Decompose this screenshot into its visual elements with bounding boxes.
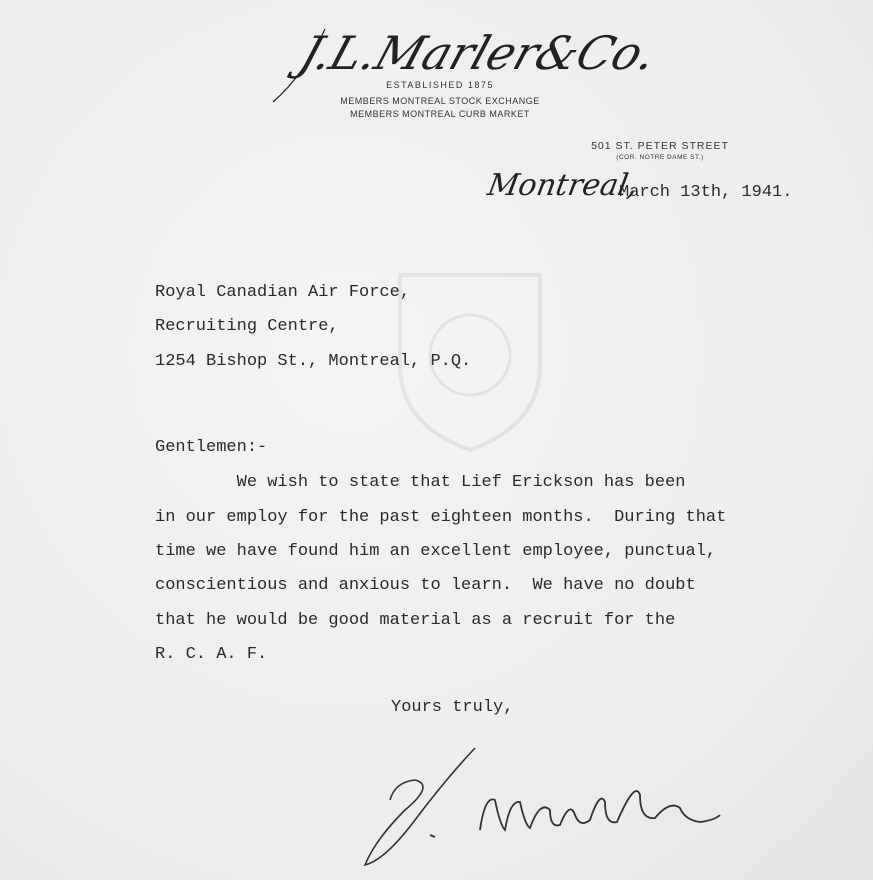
body-line: time we have found him an excellent employee, punctual, [155,542,717,561]
city-name: Montreal, [484,168,641,203]
established-text: ESTABLISHED 1875 [386,80,494,90]
company-logo [265,14,664,104]
handwritten-signature [355,740,735,870]
body-line: that he would be good material as a recruit for the [155,611,676,630]
recipient-line: Royal Canadian Air Force, [155,283,411,302]
body-line: R. C. A. F. [155,645,268,664]
membership-stock-exchange: MEMBERS MONTREAL STOCK EXCHANGE [340,96,540,106]
address-corner: (COR. NOTRE DAME ST.) [616,154,704,161]
body-line: We wish to state that Lief Erickson has been [155,473,686,492]
recipient-line: Recruiting Centre, [155,317,339,336]
address-street: 501 ST. PETER STREET [591,140,729,152]
svg-text:J.L.Marler&Co.: J.L.Marler&Co. [293,27,664,81]
body-line: in our employ for the past eighteen months. During that [155,508,727,527]
recipient-line: 1254 Bishop St., Montreal, P.Q. [155,352,472,371]
salutation: Gentlemen:- [155,438,268,457]
membership-curb-market: MEMBERS MONTREAL CURB MARKET [350,109,530,119]
body-line: conscientious and anxious to learn. We have no doubt [155,576,696,595]
letter-date: March 13th, 1941. [619,183,793,202]
closing: Yours truly, [391,698,514,717]
